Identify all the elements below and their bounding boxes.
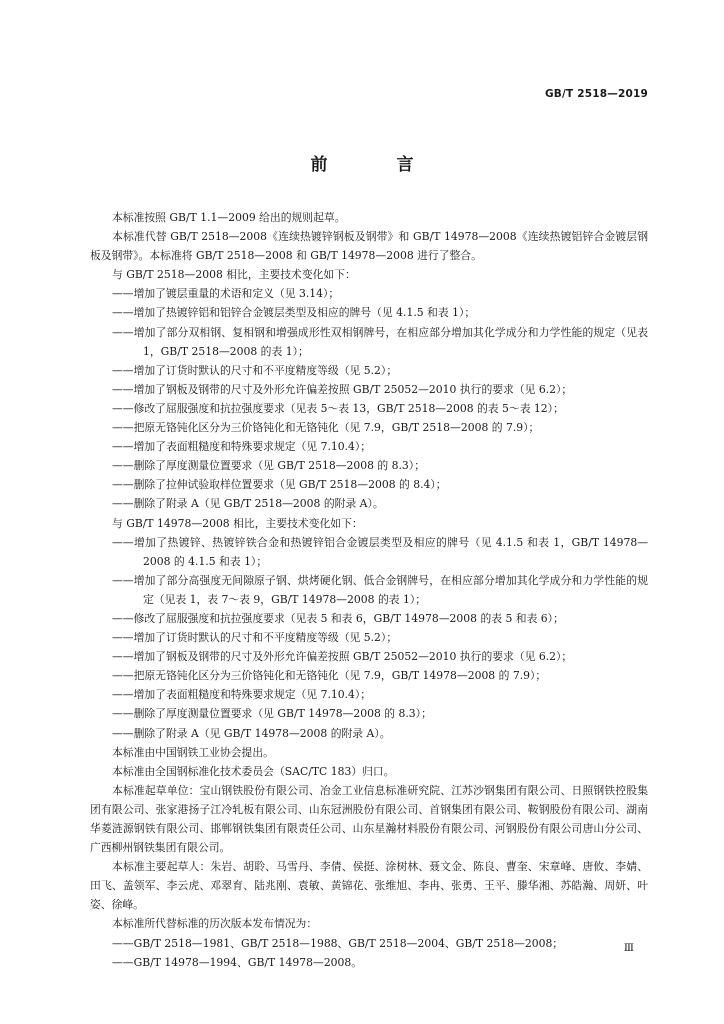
list-item: ——增加了表面粗糙度和特殊要求规定（见 7.10.4）；	[112, 440, 372, 454]
list-item: ——增加了热镀锌铝和铝锌合金镀层类型及相应的牌号（见 4.1.5 和表 1）；	[112, 306, 476, 320]
list-item: ——修改了屈服强度和抗拉强度要求（见表 5 和表 6，GB/T 14978—2008 的表 5 和表 6）；	[112, 611, 564, 625]
list-item: ——增加了订货时默认的尺寸和不平度精度等级（见 5.2）；	[112, 631, 398, 645]
list-item: ——GB/T 2518—1981、GB/T 2518—1988、GB/T 2518—2004、GB/T 2518—2008；	[112, 936, 564, 950]
list-item: ——删除了厚度测量位置要求（见 GB/T 2518—2008 的 8.3）；	[112, 459, 425, 473]
paragraph: 本标准代替 GB/T 2518—2008《连续热镀锌钢板及钢带》和 GB/T 14978—2008《连续热镀铝锌合金镀层钢板及钢带》。本标准将 GB/T 2518—2008 和 GB/T 14978—2008 进行了整合。	[90, 230, 648, 263]
list-item: ——增加了钢板及钢带的尺寸及外形允许偏差按照 GB/T 25052—2010 执行的要求（见 6.2）；	[112, 650, 573, 664]
list-item: ——增加了部分高强度无间隙原子钢、烘烤硬化钢、低合金钢牌号，在相应部分增加其化学成分和力学性能的规定（见表 1，表 7～表 9，GB/T 14978—2008 的表 1）；	[112, 573, 648, 606]
list-item: ——删除了拉伸试验取样位置要求（见 GB/T 2518—2008 的 8.4）；	[112, 478, 447, 492]
paragraph: 本标准按照 GB/T 1.1—2009 给出的规则起草。	[112, 211, 346, 224]
list-item: ——把原无铬钝化区分为三价铬钝化和无铬钝化（见 7.9，GB/T 14978—2008 的 7.9）；	[112, 669, 547, 683]
standard-code: GB/T 2518—2019	[544, 88, 648, 100]
list-item: ——删除了附录 A（见 GB/T 2518—2008 的附录 A）。	[112, 497, 384, 511]
list-item: ——增加了部分双相钢、复相钢和增强成形性双相钢牌号，在相应部分增加其化学成分和力学性能的规定（见表 1，GB/T 2518—2008 的表 1）；	[112, 325, 648, 358]
page-number: Ⅲ	[623, 942, 634, 954]
list-item: ——增加了镀层重量的术语和定义（见 3.14）；	[112, 287, 340, 301]
list-item: ——把原无铬钝化区分为三价铬钝化和无铬钝化（见 7.9，GB/T 2518—2008 的 7.9）；	[112, 421, 540, 435]
list-item: ——增加了订货时默认的尺寸和不平度精度等级（见 5.2）；	[112, 363, 398, 377]
list-item: ——修改了屈服强度和抗拉强度要求（见表 5～表 13，GB/T 2518—2008 的表 5～表 12）；	[112, 401, 564, 415]
list-item: ——增加了钢板及钢带的尺寸及外形允许偏差按照 GB/T 25052—2010 执行的要求（见 6.2）；	[112, 382, 573, 396]
document-body	[90, 208, 648, 972]
paragraph: 本标准由中国钢铁工业协会提出。	[112, 745, 274, 759]
paragraph: 本标准主要起草人：朱岩、胡聆、马雪丹、李倩、侯挺、涂树林、聂文金、陈良、曹奎、宋章峰、唐攸、李婧、田飞、盖领军、李云虎、邓翠育、陆兆刚、袁敏、黄锦花、张维旭、李冉、张勇、王平、滕华湘、苏皓瀚、周妍、叶姿、徐峰。	[90, 860, 648, 912]
list-item: ——增加了表面粗糙度和特殊要求规定（见 7.10.4）；	[112, 688, 372, 702]
page-title: 前 言	[310, 155, 440, 175]
paragraph: 与 GB/T 2518—2008 相比，主要技术变化如下：	[112, 268, 356, 282]
paragraph: 本标准所代替标准的历次版本发布情况为：	[112, 917, 318, 931]
list-item: ——删除了附录 A（见 GB/T 14978—2008 的附录 A）。	[112, 726, 391, 740]
list-item: ——删除了厚度测量位置要求（见 GB/T 14978—2008 的 8.3）；	[112, 707, 432, 721]
list-item: ——GB/T 14978—1994、GB/T 14978—2008。	[112, 955, 363, 969]
list-item: ——增加了热镀锌、热镀锌铁合金和热镀锌铝合金镀层类型及相应的牌号（见 4.1.5 和表 1，GB/T 14978—2008 的 4.1.5 和表 1）；	[112, 535, 648, 568]
paragraph: 与 GB/T 14978—2008 相比，主要技术变化如下：	[112, 516, 363, 530]
paragraph: 本标准由全国钢标准化技术委员会（SAC/TC 183）归口。	[112, 764, 395, 778]
paragraph: 本标准起草单位：宝山钢铁股份有限公司、冶金工业信息标准研究院、江苏沙钢集团有限公司、日照钢铁控股集团有限公司、张家港扬子江冷轧板有限公司、山东冠洲股份有限公司、首钢集团有限公司、鞍钢股份有限公司、湖南华菱涟源钢铁有限公司、邯郸钢铁集团有限责任公司、山东星瀚材料股份有限公司、河钢股份有限公司唐山分公司、广西柳州钢铁集团有限公司。	[90, 783, 648, 855]
